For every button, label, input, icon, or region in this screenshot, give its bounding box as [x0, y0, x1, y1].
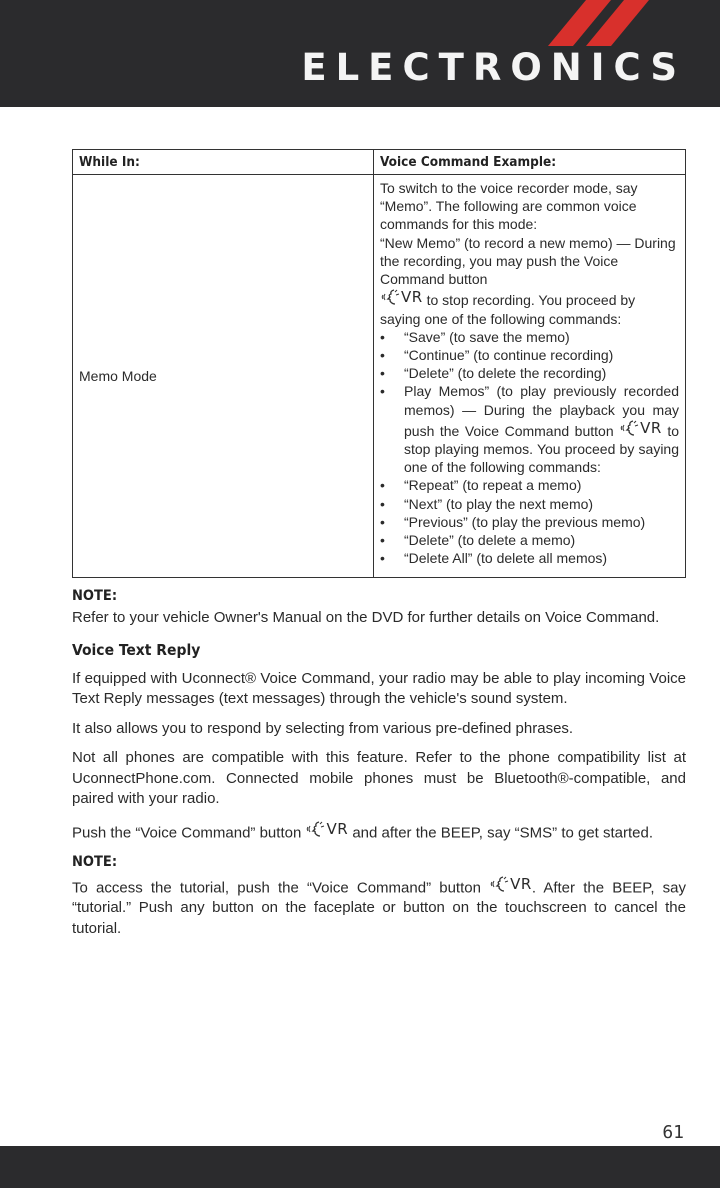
note-heading: NOTE: [72, 853, 118, 870]
new-memo-text [380, 234, 679, 328]
section-title: ELECTRONICS [301, 46, 686, 89]
tutorial-note: To access the tutorial, push the “Voice Command” button VR . After the BEEP, say “tutorial.” Push any button on the faceplate or button on the touchscreen to cancel the tutorial. [72, 874, 687, 937]
list-item: • “Next” (to play the next memo) [380, 495, 679, 513]
column-header-while-in: While In: [73, 150, 374, 175]
sms-instruction: Push the “Voice Command” button VR and after the BEEP, say “SMS” to get started. [72, 819, 654, 842]
vr-button-icon: VR [380, 288, 423, 306]
note-heading: NOTE: [72, 588, 118, 605]
list-item: • “Delete All” (to delete all memos) [380, 549, 679, 567]
list-item-play-memos: • Play Memos” (to play previously recorded memos) — During the playback you may push the Voice Command button VR to stop playing memos. You proceed by saying one of the following commands: [380, 382, 679, 476]
memo-command-list [380, 328, 679, 568]
table-header-row [73, 150, 686, 175]
new-memo-after: to stop recording. You proceed by saying one of the following commands: [380, 292, 636, 327]
list-item: • “Previous” (to play the previous memo) [380, 513, 679, 531]
example-cell [374, 175, 686, 578]
page-number: 61 [662, 1122, 684, 1143]
voice-text-reply-paragraph: If equipped with Uconnect® Voice Command, your radio may be able to play incoming Voice Text Reply messages (text messages) through the vehicle's sound system. [72, 669, 686, 708]
vr-button-icon: VR [489, 874, 532, 895]
voice-text-reply-paragraph: Not all phones are compatible with this feature. Refer to the phone compatibility list at UconnectPhone.com. Connected mobile phones must be Bluetooth®-compatible, and paired with your radio. [72, 749, 686, 808]
list-item: • “Save” (to save the memo) [380, 328, 679, 346]
note-text: Refer to your vehicle Owner's Manual on the DVD for further details on Voice Command. [72, 609, 660, 627]
vr-button-icon: VR [619, 419, 662, 437]
column-header-voice-command: Voice Command Example: [374, 150, 686, 175]
list-item: • “Delete” (to delete the recording) [380, 364, 679, 382]
list-item: • “Delete” (to delete a memo) [380, 531, 679, 549]
page-header [0, 0, 720, 107]
voice-text-reply-heading: Voice Text Reply [72, 640, 201, 659]
brand-stripes-icon [0, 0, 720, 46]
memo-intro: To switch to the voice recorder mode, say “Memo”. The following are common voice commands for this mode: [380, 180, 638, 233]
page-content [72, 149, 686, 948]
list-item: • “Continue” (to continue recording) [380, 346, 679, 364]
vr-button-icon: VR [305, 819, 348, 840]
page-footer [0, 1146, 720, 1188]
voice-text-reply-paragraph: It also allows you to respond by selecting from various pre-defined phrases. [72, 719, 574, 737]
voice-command-table [72, 149, 686, 578]
table-row [73, 175, 686, 578]
new-memo-line: “New Memo” (to record a new memo) — During the recording, you may push the Voice Command button [380, 234, 676, 288]
mode-cell: Memo Mode [73, 175, 374, 578]
list-item: • “Repeat” (to repeat a memo) [380, 476, 679, 494]
